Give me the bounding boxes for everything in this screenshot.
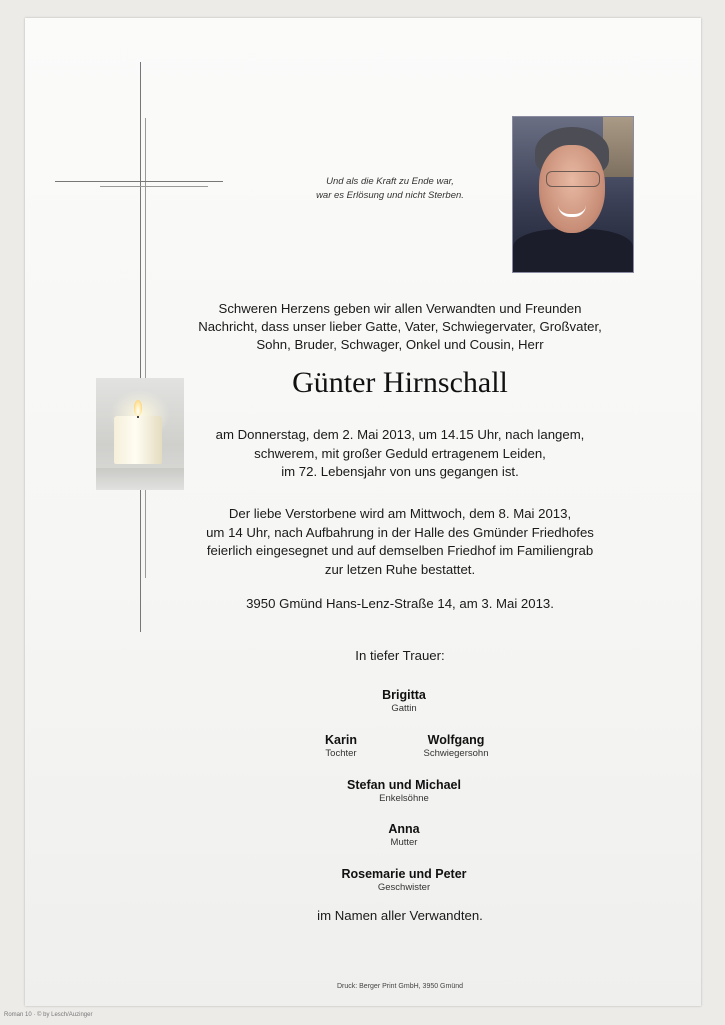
mourner-role: Mutter xyxy=(390,837,418,848)
portrait-photo xyxy=(512,116,634,273)
cross-horizontal-line xyxy=(55,181,223,182)
mourner-name: Karin xyxy=(325,733,357,747)
funeral-notice-line-1: Der liebe Verstorbene wird am Mittwoch, dem 8. Mai 2013, xyxy=(228,506,572,521)
quote-line-1: Und als die Kraft zu Ende war, xyxy=(326,176,454,187)
candle-base xyxy=(96,468,184,490)
mourner-name: Brigitta xyxy=(382,688,426,702)
closing-text: im Namen aller Verwandten. xyxy=(317,908,483,923)
intro-line-3: Sohn, Bruder, Schwager, Onkel und Cousin, Herr xyxy=(256,337,544,352)
grief-heading: In tiefer Trauer: xyxy=(355,648,445,663)
intro-line-1: Schweren Herzens geben wir allen Verwandten und Freunden xyxy=(218,301,582,316)
mourner-grandsons xyxy=(304,778,504,805)
funeral-notice-line-2: um 14 Uhr, nach Aufbahrung in der Halle des Gmünder Friedhofes xyxy=(206,524,594,540)
mourner-wolfgang xyxy=(356,733,556,760)
mourner-name: Rosemarie und Peter xyxy=(341,867,467,881)
candle-icon xyxy=(96,378,184,490)
photo-face xyxy=(539,145,605,233)
place-date: 3950 Gmünd Hans-Lenz-Straße 14, am 3. Mai 2013. xyxy=(246,596,554,611)
deceased-name: Günter Hirnschall xyxy=(292,366,508,399)
photo-body xyxy=(513,229,633,273)
death-notice-line-2: schwerem, mit großer Geduld ertragenem Leiden, xyxy=(254,445,546,461)
mourner-siblings xyxy=(304,867,504,894)
mourner-brigitta xyxy=(304,688,504,715)
death-notice xyxy=(180,426,620,482)
funeral-notice-line-3: feierlich eingesegnet und auf demselben Friedhof im Familiengrab xyxy=(206,543,594,558)
mourner-role: Geschwister xyxy=(377,882,431,893)
memorial-quote xyxy=(290,175,490,203)
printer-credit: Druck: Berger Print GmbH, 3950 Gmünd xyxy=(336,983,464,990)
mourner-name: Anna xyxy=(388,822,420,836)
candle-body xyxy=(114,416,162,464)
mourner-name: Stefan und Michael xyxy=(347,778,461,792)
cross-vertical-line xyxy=(145,118,146,578)
quote-line-2: war es Erlösung und nicht Sterben. xyxy=(316,190,464,201)
mourner-name: Wolfgang xyxy=(427,733,485,747)
mourner-role: Tochter xyxy=(325,748,357,759)
mourner-role: Enkelsöhne xyxy=(379,793,429,804)
death-notice-line-1: am Donnerstag, dem 2. Mai 2013, um 14.15 Uhr, nach langem, xyxy=(215,427,585,442)
intro-text xyxy=(180,300,620,354)
death-notice-line-3: im 72. Lebensjahr von uns gegangen ist. xyxy=(281,464,519,479)
funeral-notice-line-4: zur letzen Ruhe bestattet. xyxy=(324,561,476,577)
cross-icon xyxy=(140,62,141,632)
mourner-role: Gattin xyxy=(391,703,417,714)
photo-glasses xyxy=(546,171,600,187)
mourner-anna xyxy=(304,822,504,849)
candle-flame xyxy=(134,400,142,416)
funeral-notice xyxy=(180,505,620,579)
intro-line-2: Nachricht, dass unser lieber Gatte, Vater, Schwiegervater, Großvater, xyxy=(198,319,602,334)
cross-horizontal-line-inner xyxy=(100,186,208,187)
mourner-role: Schwiegersohn xyxy=(423,748,489,759)
template-code: Roman 10 · © by Lesch/Auzinger xyxy=(4,1012,93,1018)
